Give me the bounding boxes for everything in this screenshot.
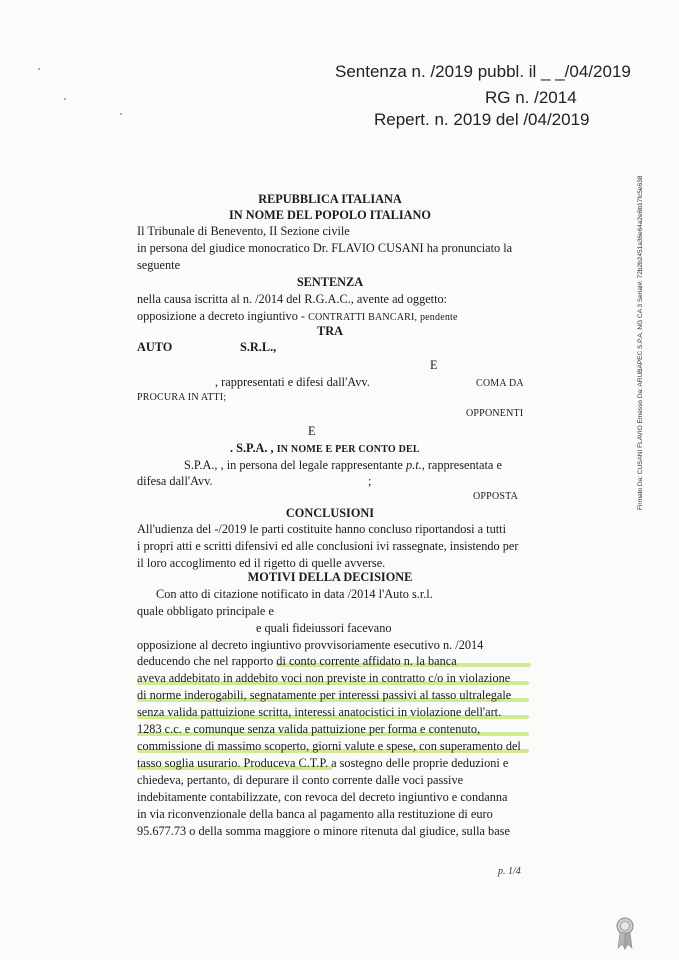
party-srl: S.R.L., xyxy=(240,340,277,354)
title-repubblica: REPUBBLICA ITALIANA xyxy=(258,192,402,206)
motivi-line-14: in via riconvenzionale della banca al pagamento alla restituzione di euro xyxy=(137,807,493,821)
sentenza-heading: SENTENZA xyxy=(296,275,364,289)
party-spa-1 xyxy=(230,441,420,456)
motivi-line-9: 1283 c.c. e comunque senza valida pattuizione per forma e contenuto, xyxy=(137,722,481,736)
motivi-line-11: tasso soglia usurario. Produceva C.T.P. a sostegno delle proprie deduzioni e xyxy=(137,756,509,770)
party-e-1: E xyxy=(430,358,438,372)
party-spa-2a: S.P.A., , in persona del legale rappresentante xyxy=(184,458,403,472)
motivi-line-12: chiedeva, pertanto, di depurare il conto corrente dalle voci passive xyxy=(137,773,464,787)
intro-line-3: seguente xyxy=(137,258,181,272)
page-number: p. 1/4 xyxy=(498,866,521,877)
motivi-line-6: aveva addebitato in addebito voci non previste in contratto c/o in violazione xyxy=(137,671,511,685)
party-semicolon: ; xyxy=(368,474,372,488)
party-difesa: difesa dall'Avv. xyxy=(137,474,213,488)
scan-speck xyxy=(64,98,66,100)
digital-signature-text: Firmato Da: CUSANI FLAVIO Emesso Da: ARUBAPEC S.P.A. NG CA 3 Serial#: 72b2b2451a36e64a2e6b17fc5e638 xyxy=(637,175,644,510)
motivi-line-5: deducendo che nel rapporto di conto corrente affidato n. la banca xyxy=(137,654,457,668)
motivi-line-1: Con atto di citazione notificato in data /2014 l'Auto s.r.l. xyxy=(156,587,433,601)
party-spa-2 xyxy=(184,458,502,473)
intro-line-2: in persona del giudice monocratico Dr. FLAVIO CUSANI ha pronunciato la xyxy=(137,241,513,255)
conclusioni-heading: CONCLUSIONI xyxy=(285,506,375,520)
party-coma-da: COMA DA xyxy=(476,378,524,389)
party-opponenti: OPPONENTI xyxy=(466,408,524,419)
tra-heading: TRA xyxy=(317,324,343,338)
scan-speck xyxy=(120,113,122,115)
sentenza-line-2b: CONTRATTI BANCARI, pendente xyxy=(308,312,458,323)
title-popolo: IN NOME DEL POPOLO ITALIANO xyxy=(228,208,431,222)
conclusioni-line-3: il loro accoglimento ed il rigetto di quelle avverse. xyxy=(137,556,386,570)
motivi-line-7: di norme inderogabili, segnatamente per interessi passivi al tasso ultralegale xyxy=(137,688,512,702)
motivi-line-3: e quali fideiussori facevano xyxy=(256,621,392,635)
party-spa-1b: IN NOME E PER CONTO DEL xyxy=(276,444,420,455)
party-spa-2b: p.t. xyxy=(405,458,422,472)
motivi-line-2: quale obbligato principale e xyxy=(137,604,274,618)
motivi-line-10: commissione di massimo scoperto, giorni valute e spese, con superamento del xyxy=(137,739,521,753)
sentenza-line-2a: opposizione a decreto ingiuntivo - xyxy=(137,309,306,323)
scan-speck xyxy=(38,68,40,70)
intro-line-1: Il Tribunale di Benevento, II Sezione civile xyxy=(137,224,350,238)
rosette-seal-icon xyxy=(614,916,636,950)
party-procura: PROCURA IN ATTI; xyxy=(137,392,227,403)
party-e-2: E xyxy=(308,424,316,438)
header-sentenza: Sentenza n. /2019 pubbl. il _ _/04/2019 xyxy=(335,62,631,81)
sentenza-line-1: nella causa iscritta al n. /2014 del R.G.A.C., avente ad oggetto: xyxy=(137,292,448,306)
motivi-line-15: 95.677.73 o della somma maggiore o minore ritenuta dal giudice, sulla base xyxy=(137,824,510,838)
conclusioni-line-1: All'udienza del -/2019 le parti costituite hanno concluso riportandosi a tutti xyxy=(137,522,506,536)
motivi-heading: MOTIVI DELLA DECISIONE xyxy=(247,570,413,584)
party-auto: AUTO xyxy=(137,340,173,354)
party-spa-1a: . S.P.A. , xyxy=(230,441,274,455)
sentenza-line-2 xyxy=(137,309,458,324)
motivi-line-4: opposizione al decreto ingiuntivo provvisoriamente esecutivo n. /2014 xyxy=(137,638,484,652)
header-repert: Repert. n. 2019 del /04/2019 xyxy=(374,110,590,129)
motivi-line-8: senza valida pattuizione scritta, interessi anatocistici in violazione dell'art. xyxy=(137,705,502,719)
header-rg: RG n. /2014 xyxy=(485,88,577,107)
conclusioni-line-2: i propri atti e scritti difensivi ed alle conclusioni ivi rassegnate, insistendo per xyxy=(137,539,519,553)
party-rappresentati: , rappresentati e difesi dall'Avv. xyxy=(215,375,370,389)
party-spa-2c: , rappresentata e xyxy=(421,458,502,472)
motivi-line-13: indebitamente contabilizzate, con revoca del decreto ingiuntivo e condanna xyxy=(137,790,508,804)
party-opposta: OPPOSTA xyxy=(473,491,519,502)
